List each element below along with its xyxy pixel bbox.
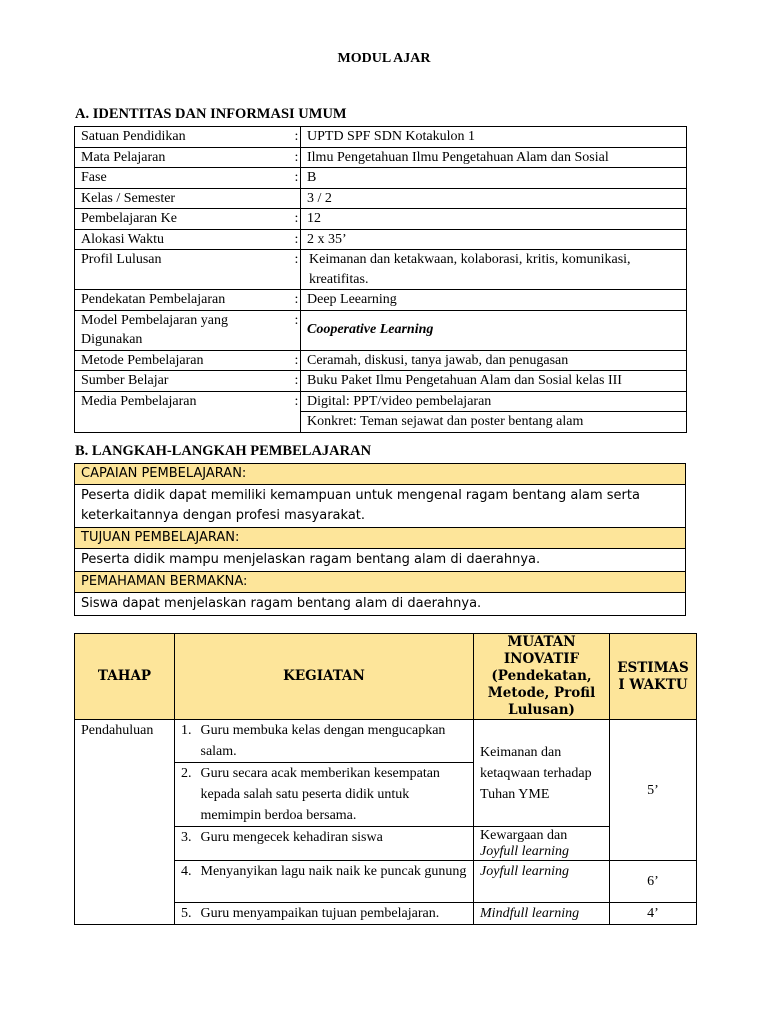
identity-label — [75, 412, 301, 433]
identity-row — [75, 168, 687, 189]
identity-colon: : — [295, 127, 301, 148]
identity-label: Metode Pembelajaran — [75, 350, 295, 371]
identity-row — [75, 412, 687, 433]
identity-colon: : — [295, 371, 301, 392]
identity-row — [75, 310, 687, 350]
identity-label: Fase — [75, 168, 295, 189]
muatan-cell — [474, 827, 610, 861]
identity-value: Buku Paket Ilmu Pengetahuan Alam dan Sosial kelas III — [301, 371, 687, 392]
identity-value: Deep Leearning — [301, 290, 687, 311]
identity-colon: : — [295, 391, 301, 412]
cp-heading: CAPAIAN PEMBELAJARAN: — [75, 464, 686, 485]
identity-value: 3 / 2 — [301, 188, 687, 209]
section-b-heading: B. LANGKAH-LANGKAH PEMBELAJARAN — [75, 443, 372, 459]
identity-value: Konkret: Teman sejawat dan poster bentang alam — [301, 412, 687, 433]
item-number: 4. — [175, 861, 197, 903]
identity-value: Keimanan dan ketakwaan, kolaborasi, kritis, komunikasi, kreatifitas. — [301, 250, 687, 290]
identity-value: B — [301, 168, 687, 189]
identity-row — [75, 147, 687, 168]
header-muatan: MUATAN INOVATIF (Pendekatan, Metode, Profil Lulusan) — [474, 634, 610, 720]
identity-label: Profil Lulusan — [75, 250, 295, 290]
item-number: 3. — [175, 827, 197, 861]
header-tahap: TAHAP — [75, 634, 175, 720]
identity-row — [75, 127, 687, 148]
identity-value: 12 — [301, 209, 687, 230]
identity-label: Alokasi Waktu — [75, 229, 295, 250]
identity-value: UPTD SPF SDN Kotakulon 1 — [301, 127, 687, 148]
learning-steps-table — [74, 463, 686, 616]
identity-label: Kelas / Semester — [75, 188, 295, 209]
tp-heading: TUJUAN PEMBELAJARAN: — [75, 528, 686, 549]
section-a-heading: A. IDENTITAS DAN INFORMASI UMUM — [75, 106, 347, 122]
identity-row — [75, 229, 687, 250]
activity-item: Guru menyampaikan tujuan pembelajaran. — [197, 903, 474, 925]
identity-row — [75, 188, 687, 209]
time-cell: 5’ — [610, 720, 697, 861]
identity-value: 2 x 35’ — [301, 229, 687, 250]
identity-colon: : — [295, 310, 301, 350]
identity-colon: : — [295, 147, 301, 168]
activity-table — [74, 633, 697, 925]
muatan-cell: Mindfull learning — [474, 903, 610, 925]
identity-colon: : — [295, 229, 301, 250]
identity-colon: : — [295, 350, 301, 371]
muatan-line: Joyfull learning — [480, 844, 570, 859]
tp-text: Peserta didik mampu menjelaskan ragam bentang alam di daerahnya. — [75, 549, 686, 572]
identity-label: Pendekatan Pembelajaran — [75, 290, 295, 311]
identity-colon: : — [295, 209, 301, 230]
activity-item: Guru membuka kelas dengan mengucapkan salam. — [197, 720, 474, 763]
identity-colon: : — [295, 290, 301, 311]
identity-value: Cooperative Learning — [301, 310, 687, 350]
activity-item: Guru secara acak memberikan kesempatan kepada salah satu peserta didik untuk memimpin berdoa bersama. — [197, 763, 474, 827]
identity-row — [75, 209, 687, 230]
identity-table — [74, 126, 687, 433]
identity-row — [75, 250, 687, 290]
identity-label: Mata Pelajaran — [75, 147, 295, 168]
activity-item: Guru mengecek kehadiran siswa — [197, 827, 474, 861]
identity-value: Ilmu Pengetahuan Ilmu Pengetahuan Alam dan Sosial — [301, 147, 687, 168]
time-cell: 4’ — [610, 903, 697, 925]
identity-value: Digital: PPT/video pembelajaran — [301, 391, 687, 412]
identity-colon: : — [295, 250, 301, 290]
item-number: 5. — [175, 903, 197, 925]
muatan-cell: Keimanan dan ketaqwaan terhadap Tuhan YME — [474, 720, 610, 827]
muatan-cell: Joyfull learning — [474, 861, 610, 903]
item-number: 2. — [175, 763, 197, 827]
identity-label: Satuan Pendidikan — [75, 127, 295, 148]
identity-row — [75, 350, 687, 371]
identity-row — [75, 391, 687, 412]
identity-label: Media Pembelajaran — [75, 391, 295, 412]
item-number: 1. — [175, 720, 197, 763]
activity-item: Menyanyikan lagu naik naik ke puncak gunung — [197, 861, 474, 903]
identity-label: Model Pembelajaran yang Digunakan — [75, 310, 295, 350]
pb-heading: PEMAHAMAN BERMAKNA: — [75, 572, 686, 593]
header-estimasi: ESTIMAS I WAKTU — [610, 634, 697, 720]
pb-text: Siswa dapat menjelaskan ragam bentang alam di daerahnya. — [75, 593, 686, 616]
identity-row — [75, 371, 687, 392]
identity-value: Ceramah, diskusi, tanya jawab, dan penugasan — [301, 350, 687, 371]
identity-label: Sumber Belajar — [75, 371, 295, 392]
muatan-line: Kewargaan dan — [480, 828, 568, 843]
time-cell: 6’ — [610, 861, 697, 903]
identity-label: Pembelajaran Ke — [75, 209, 295, 230]
cp-text: Peserta didik dapat memiliki kemampuan untuk mengenal ragam bentang alam serta keterkaitannya dengan profesi masyarakat. — [75, 485, 686, 528]
identity-colon: : — [295, 168, 301, 189]
header-kegiatan: KEGIATAN — [175, 634, 474, 720]
stage-cell: Pendahuluan — [75, 720, 175, 925]
identity-row — [75, 290, 687, 311]
document-title: MODUL AJAR — [337, 51, 431, 66]
